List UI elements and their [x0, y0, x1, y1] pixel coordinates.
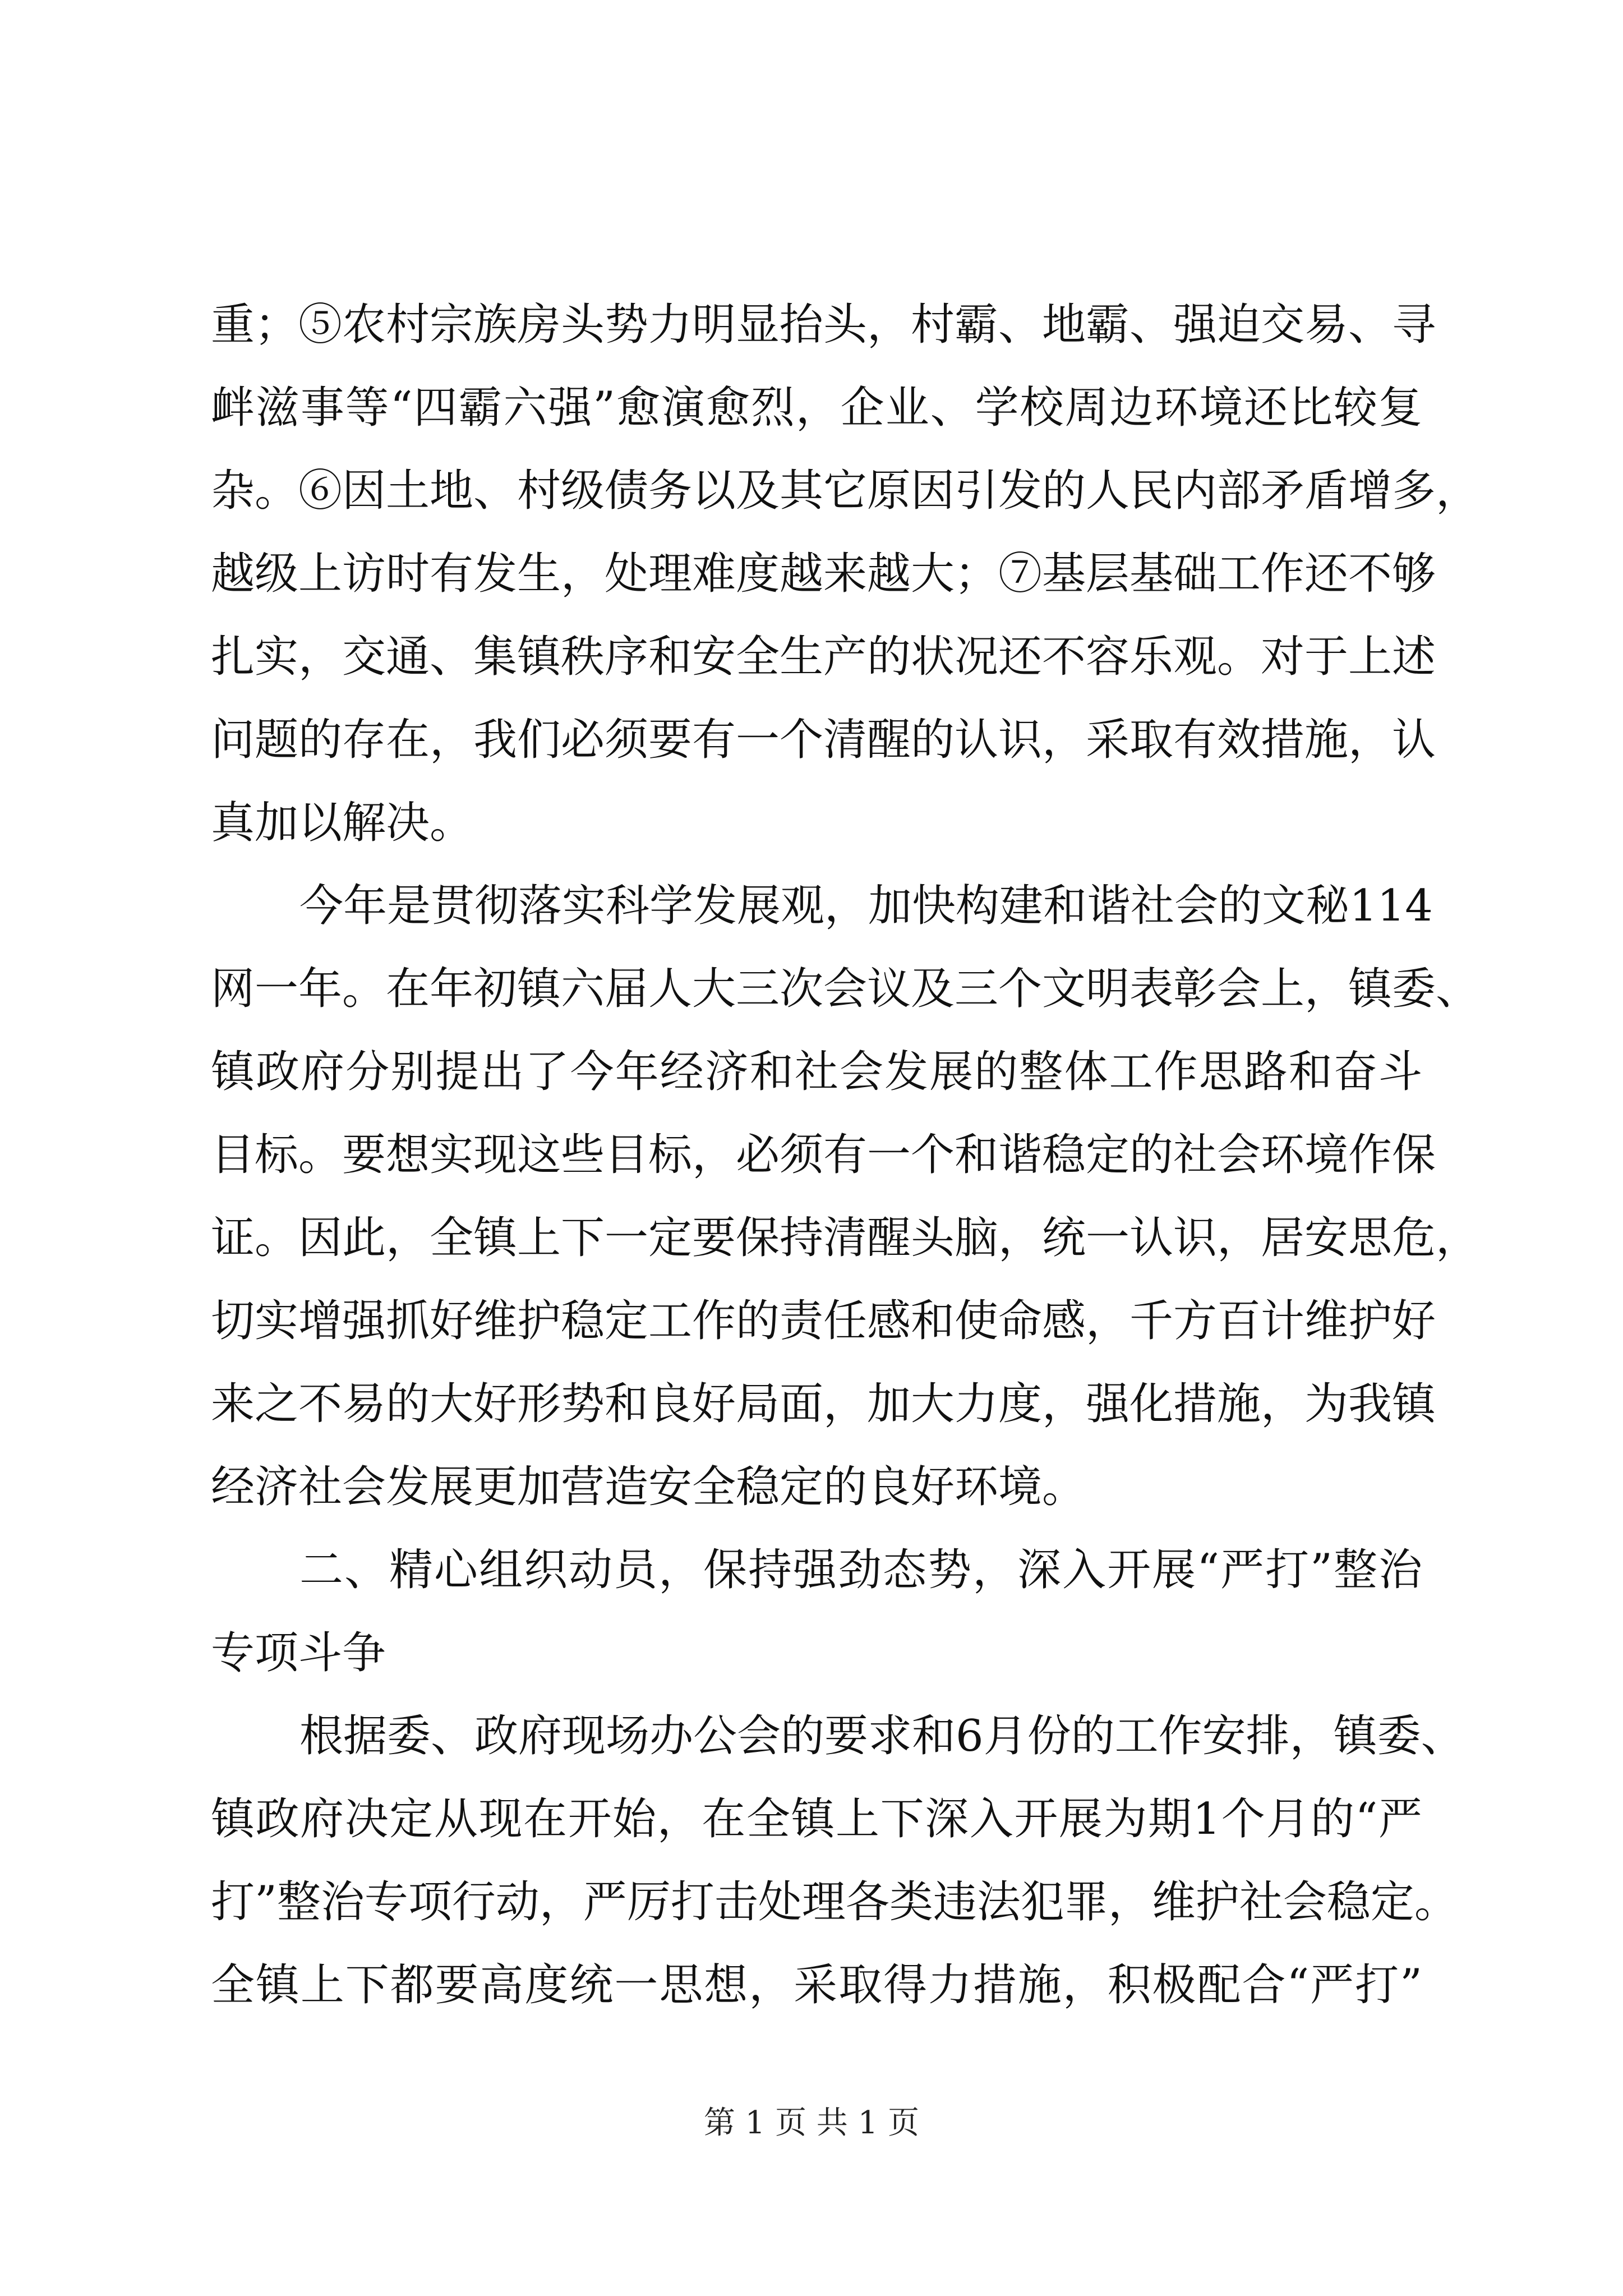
text-line: 问题的存在，我们必须要有一个清醒的认识，采取有效措施，认: [211, 715, 1436, 765]
text-line: 全镇上下都要高度统一思想，采取得力措施，积极配合“严打”: [211, 1960, 1422, 2010]
text-line: 切实增强抓好维护稳定工作的责任感和使命感，千方百计维护好: [211, 1296, 1436, 1346]
text-line: 镇政府分别提出了今年经济和社会发展的整体工作思路和奋斗: [211, 1047, 1422, 1097]
text-line: 今年是贯彻落实科学发展观，加快构建和谐社会的文秘114: [299, 881, 1433, 931]
text-line: 证。因此，全镇上下一定要保持清醒头脑，统一认识，居安思危，: [211, 1213, 1480, 1263]
text-line: 真加以解决。: [211, 798, 474, 848]
text-line: 越级上访时有发生，处理难度越来越大；⑦基层基础工作还不够: [211, 549, 1436, 599]
text-line: 镇政府决定从现在开始，在全镇上下深入开展为期1个月的“严: [211, 1794, 1422, 1844]
text-line: 杂。⑥因土地、村级债务以及其它原因引发的人民内部矛盾增多，: [211, 466, 1480, 516]
section-heading-line: 专项斗争: [211, 1628, 386, 1678]
text-line: 经济社会发展更加营造安全稳定的良好环境。: [211, 1462, 1086, 1512]
section-heading-line: 二、精心组织动员，保持强劲态势，深入开展“严打”整治: [299, 1545, 1422, 1595]
text-line: 网一年。在年初镇六届人大三次会议及三个文明表彰会上，镇委、: [211, 964, 1480, 1014]
text-line: 来之不易的大好形势和良好局面，加大力度，强化措施，为我镇: [211, 1379, 1436, 1429]
text-line: 根据委、政府现场办公会的要求和6月份的工作安排，镇委、: [299, 1711, 1465, 1761]
text-line: 重；⑤农村宗族房头势力明显抬头，村霸、地霸、强迫交易、寻: [211, 300, 1436, 350]
text-line: 目标。要想实现这些目标，必须有一个和谐稳定的社会环境作保: [211, 1130, 1436, 1180]
page-number-footer: 第 1 页 共 1 页: [703, 2105, 920, 2141]
text-line: 打”整治专项行动，严厉打击处理各类违法犯罪，维护社会稳定。: [211, 1877, 1458, 1927]
text-line: 扎实，交通、集镇秩序和安全生产的状况还不容乐观。对于上述: [211, 632, 1436, 682]
text-line: 衅滋事等“四霸六强”愈演愈烈，企业、学校周边环境还比较复: [211, 383, 1422, 433]
body-text: [211, 283, 1480, 2027]
